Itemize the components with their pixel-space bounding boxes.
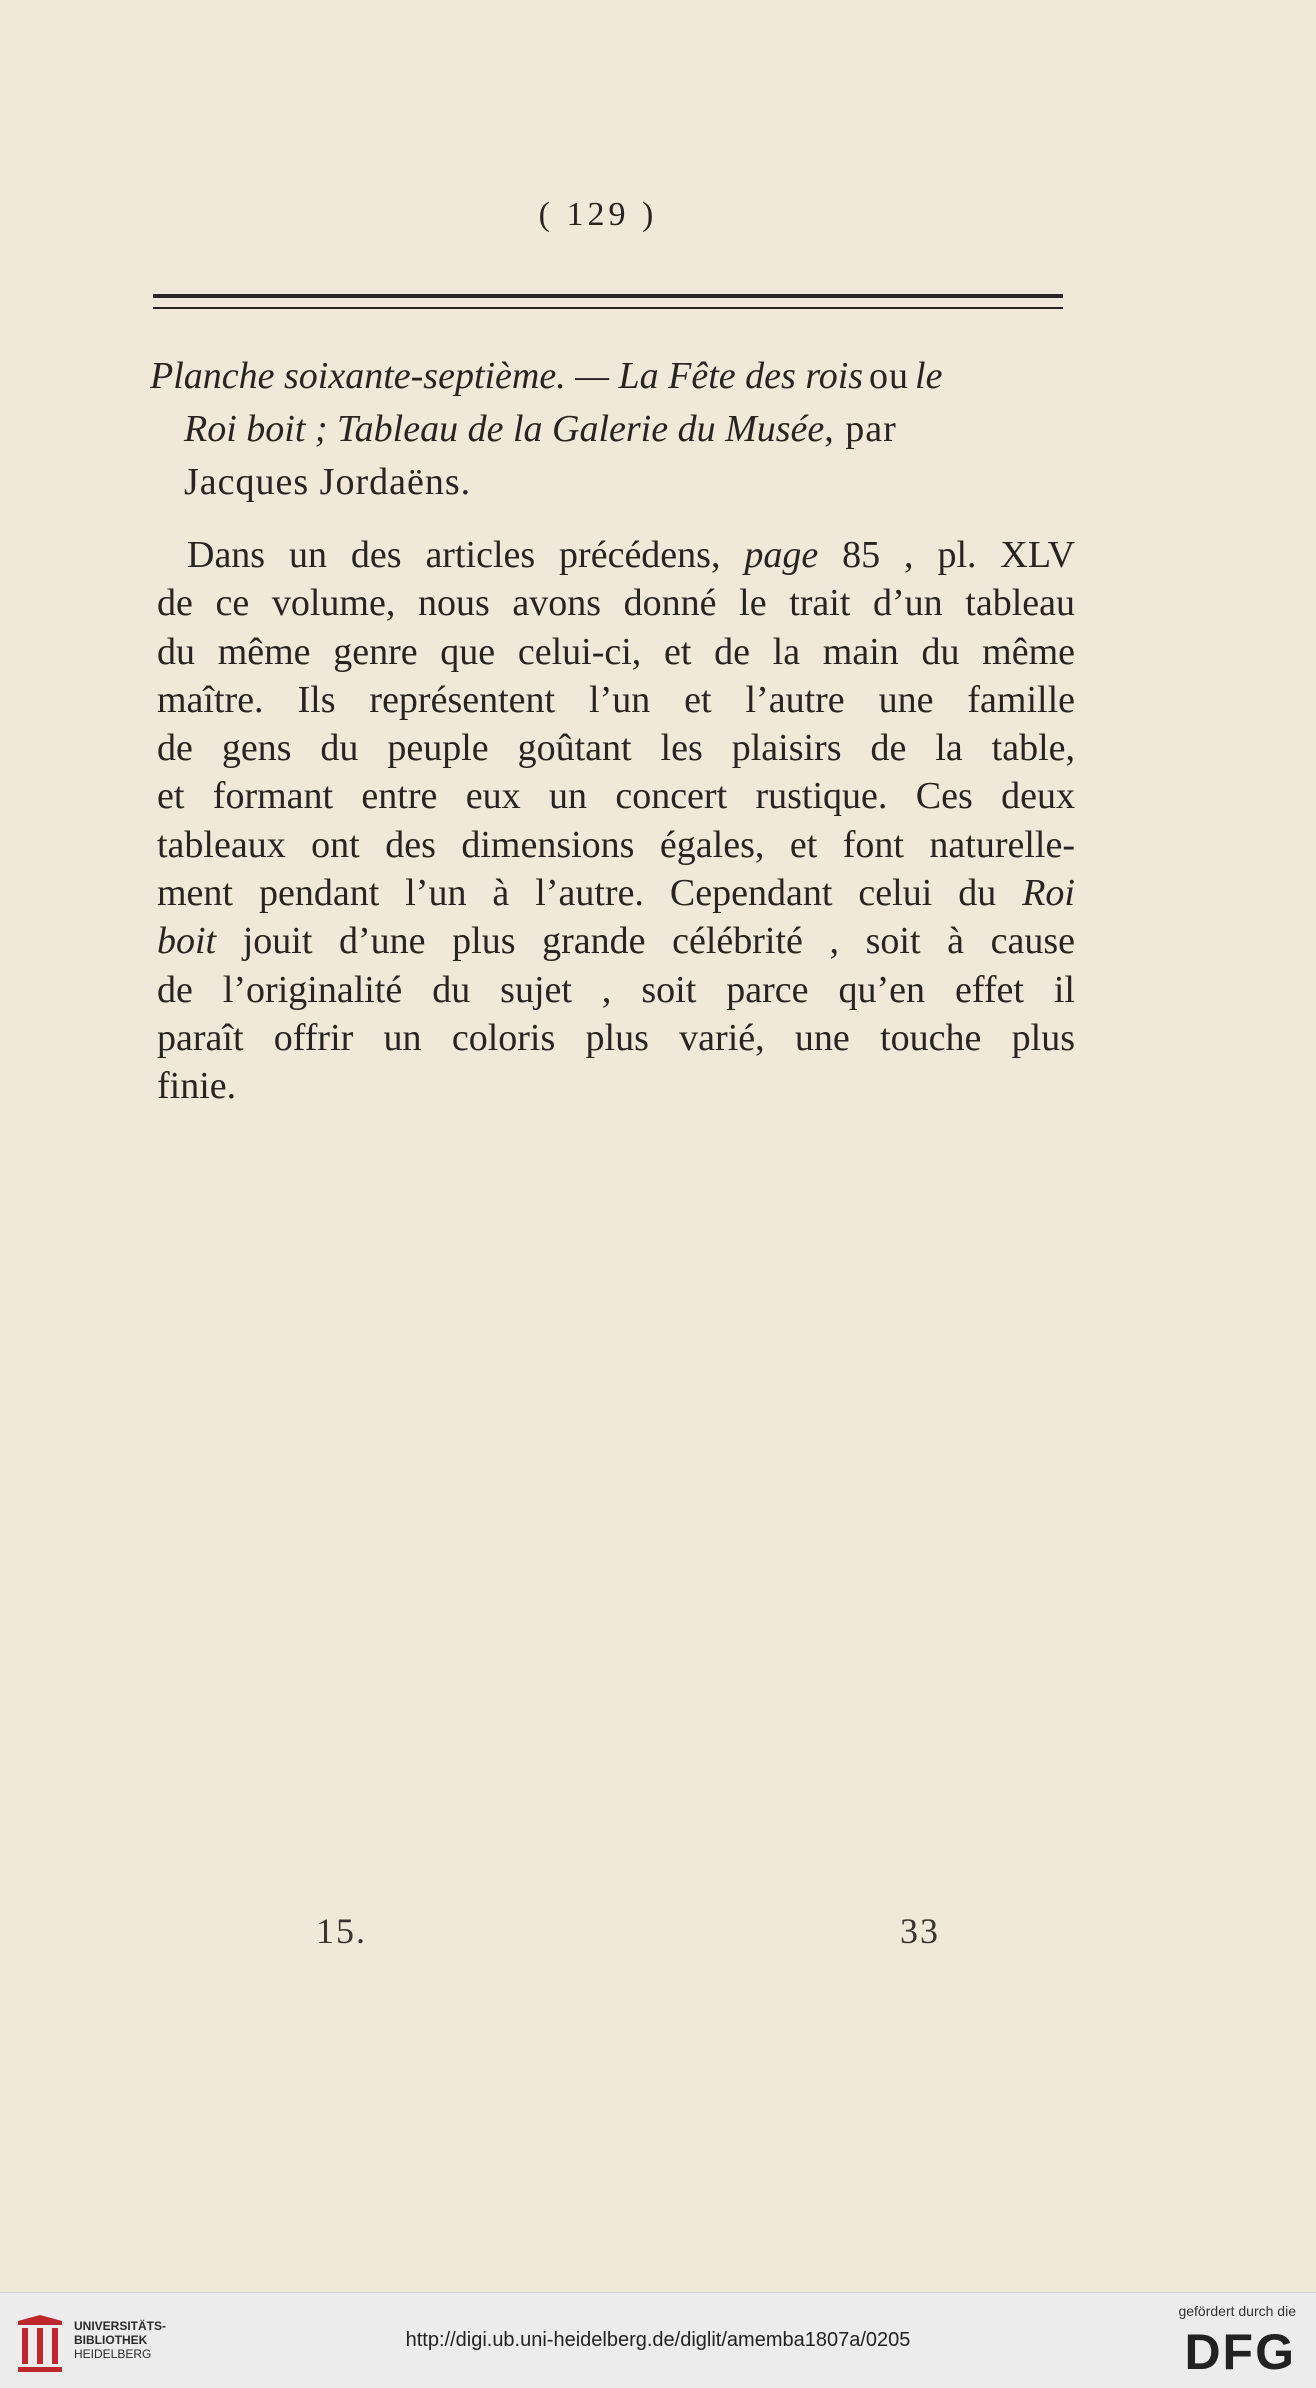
body-line: du même genre que celui-ci, et de la main du même	[157, 630, 1075, 673]
signature-mark-left: 15.	[316, 1911, 367, 1951]
body-line: de ce volume, nous avons donné le trait d’un tableau	[157, 582, 1075, 625]
dfg-logo[interactable]: DFG	[1184, 2324, 1296, 2380]
body-line: maître. Ils représentent l’un et l’autre une famille	[157, 678, 1075, 721]
body-line: ment pendant l’un à l’autre. Cependant celui du Roi	[157, 872, 1075, 915]
body-line: boit jouit d’une plus grande célébrité , soit à cause	[157, 920, 1075, 963]
body-line: de gens du peuple goûtant les plaisirs de la table,	[157, 727, 1075, 770]
body-paragraph	[157, 531, 1075, 1111]
library-name: UNIVERSITÄTS- BIBLIOTHEK HEIDELBERG	[74, 2319, 167, 2361]
page-number: ( 129 )	[538, 196, 658, 233]
viewer-footer	[0, 2292, 1316, 2388]
body-line: Dans un des articles précédens, page 85 , pl. XLV	[187, 534, 1076, 576]
body-line: finie.	[157, 1065, 237, 1108]
heading-line-1: Planche soixante-septième. — La Fête des rois ou le	[150, 355, 943, 397]
heading-line-2: Roi boit ; Tableau de la Galerie du Musée, par	[184, 408, 897, 450]
signature-mark-right: 33	[900, 1911, 940, 1951]
funder-caption: gefördert durch die	[1178, 2303, 1296, 2319]
header-rule-thin	[153, 307, 1063, 309]
body-line: tableaux ont des dimensions égales, et font naturelle-	[157, 823, 1075, 866]
body-line: de l’originalité du sujet , soit parce qu’en effet il	[157, 968, 1075, 1011]
body-line: paraît offrir un coloris plus varié, une touche plus	[157, 1016, 1075, 1059]
heading-line-3: Jacques Jordaëns.	[184, 461, 472, 503]
plate-heading	[150, 350, 1080, 509]
body-line: et formant entre eux un concert rustique. Ces deux	[157, 775, 1075, 818]
header-rule-thick	[153, 294, 1063, 298]
permalink-url[interactable]: http://digi.ub.uni-heidelberg.de/diglit/amemba1807a/0205	[405, 2329, 911, 2351]
